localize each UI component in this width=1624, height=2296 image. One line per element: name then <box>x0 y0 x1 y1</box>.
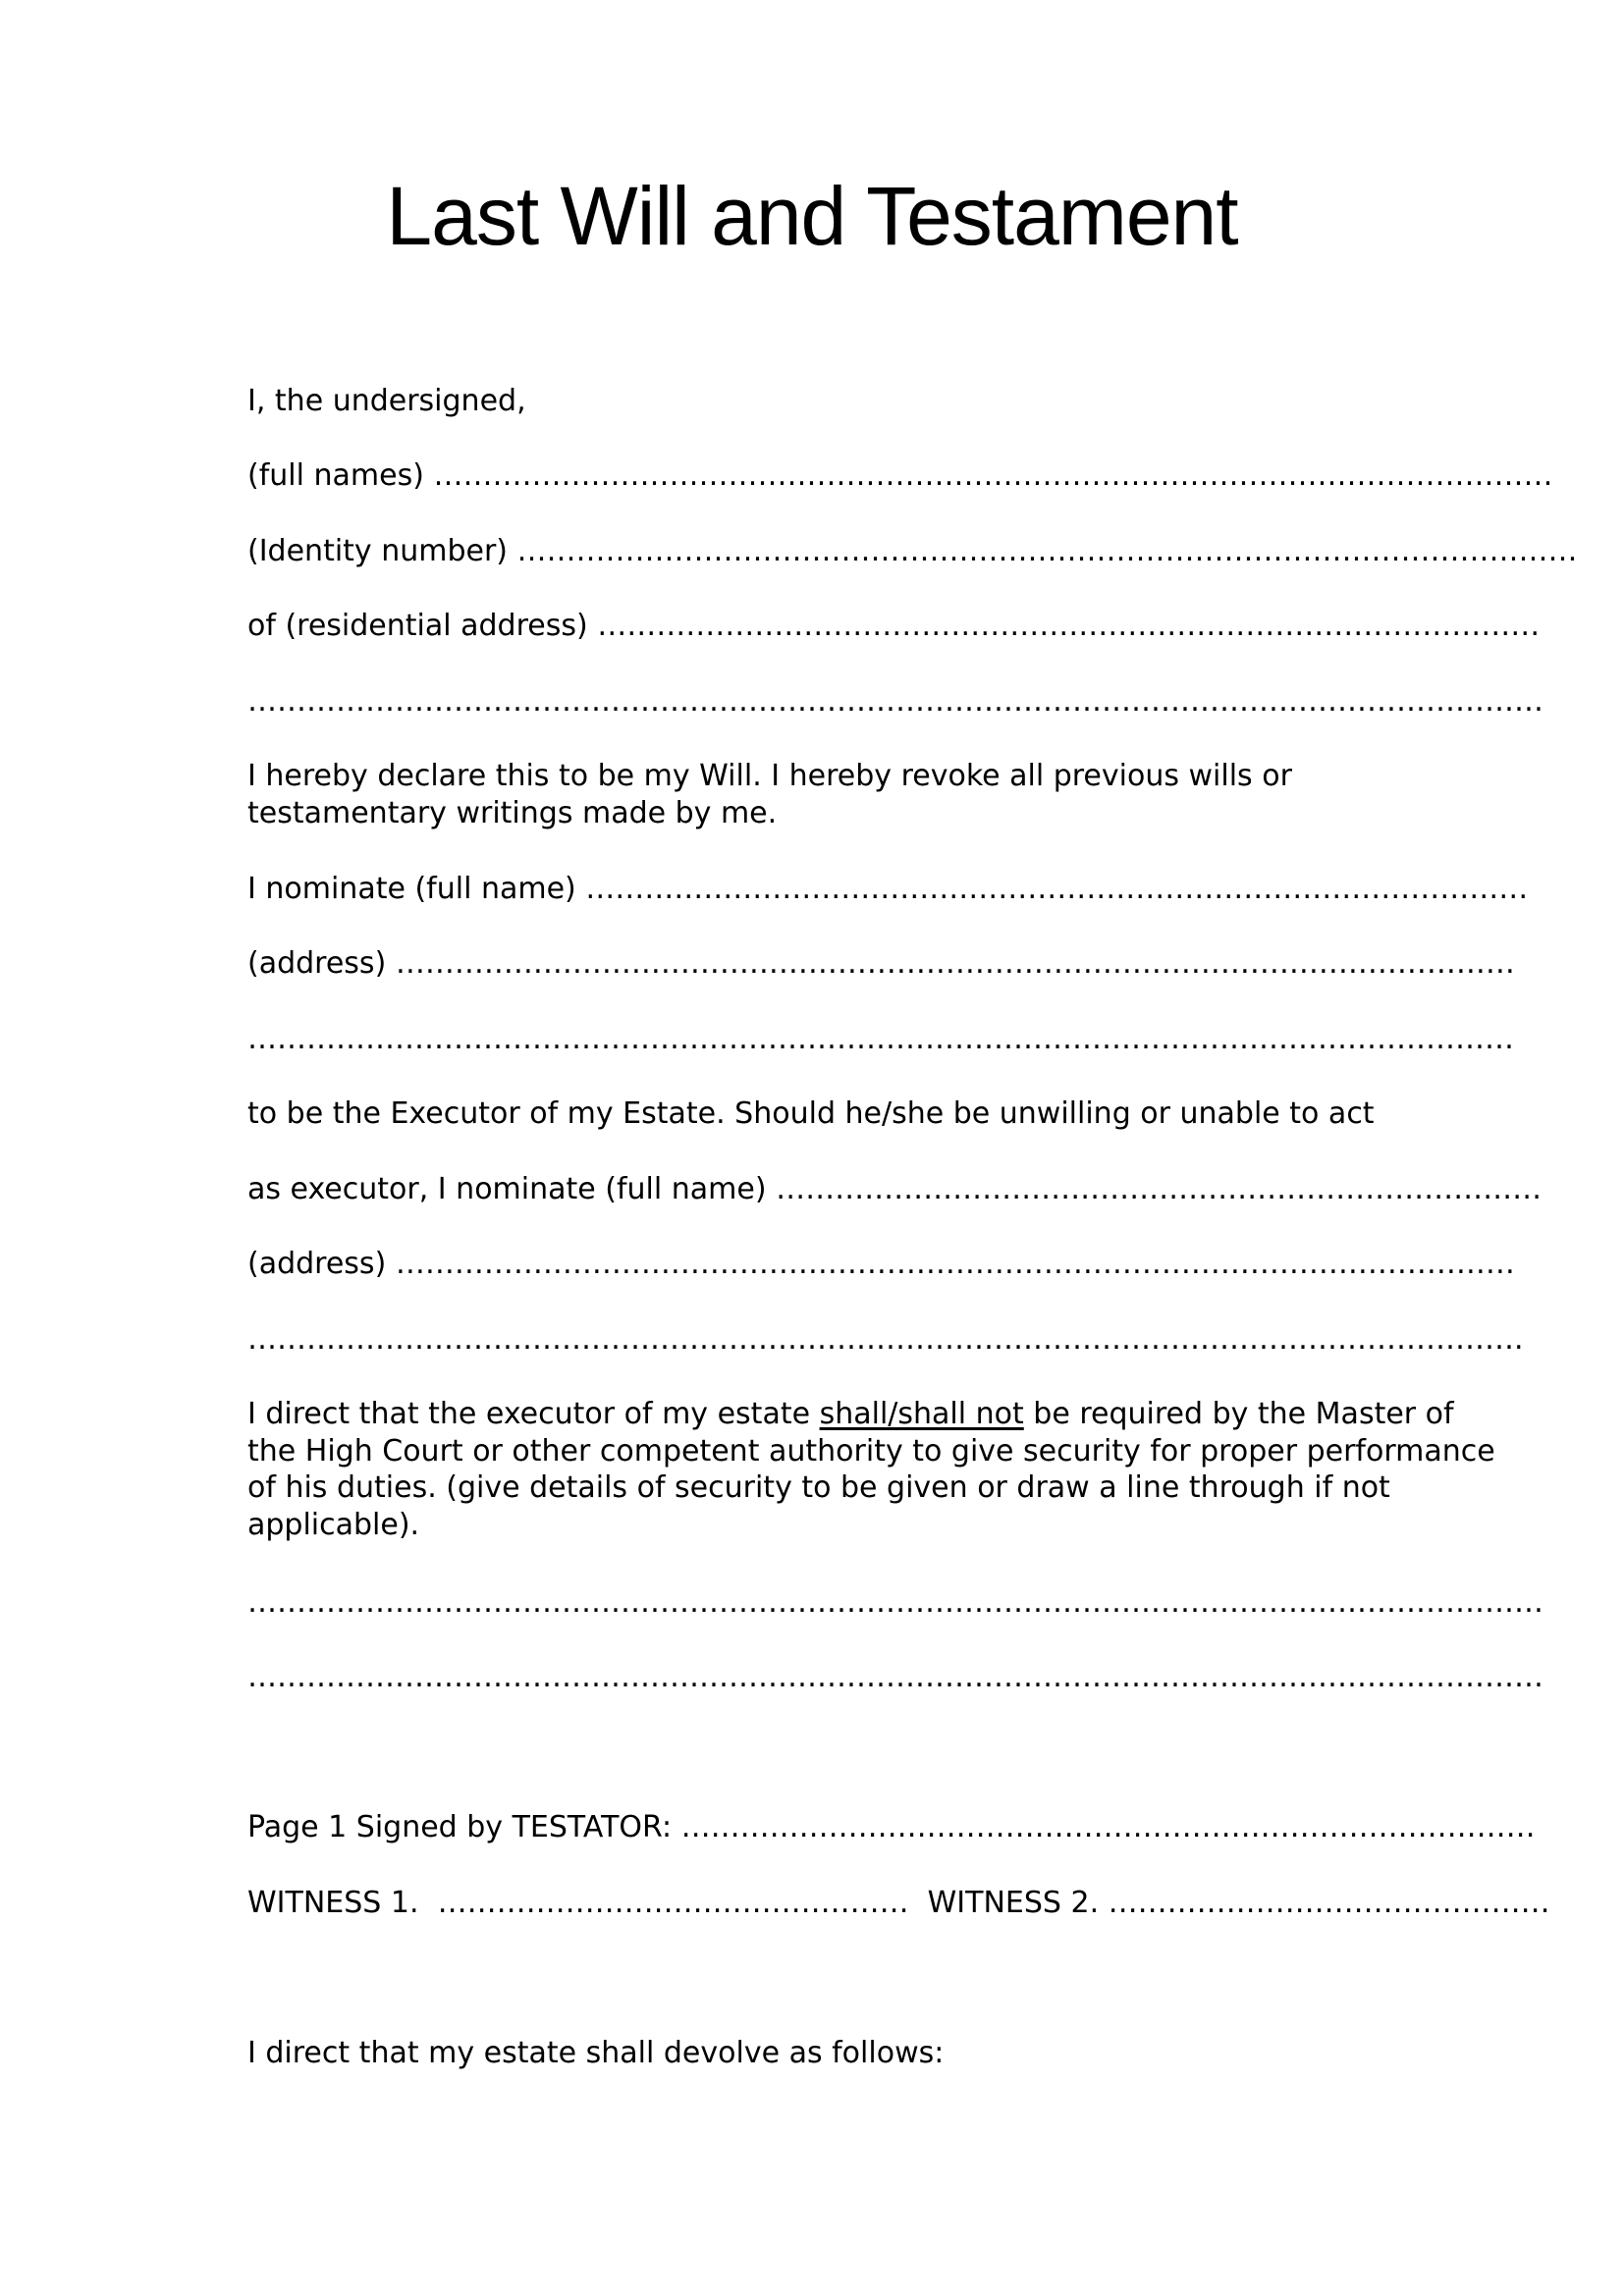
alternate-executor-line <box>247 1171 1543 1208</box>
identity-number-label: (Identity number) <box>247 534 517 568</box>
executor-nominee-label: I nominate (full name) <box>247 872 586 906</box>
executor-address-label: (address) <box>247 946 396 981</box>
declaration-line-1: I hereby declare this to be my Will. I hereby revoke all previous wills or <box>247 759 1292 793</box>
declaration-line-2: testamentary writings made by me. <box>247 795 778 830</box>
residential-address-line <box>247 608 1541 645</box>
security-paragraph <box>247 1396 1495 1543</box>
witness-1-field[interactable]: ………………………………………… <box>437 1886 909 1920</box>
security-details-field-1[interactable]: …………………………………………………………………………………………………………………… <box>247 1585 1543 1620</box>
executor-clause-line <box>247 1095 1386 1133</box>
full-names-field[interactable]: …………………………………………………………………………………………………… <box>433 458 1553 493</box>
witnesses-line <box>247 1885 1550 1922</box>
security-line-1 <box>247 1396 1454 1433</box>
declaration-paragraph <box>247 758 1386 831</box>
alternate-address-cont-field[interactable]: …………………………………………………………………………………………………………………. <box>247 1322 1524 1357</box>
residential-address-field[interactable]: …………………………………………………………………………………… <box>597 609 1541 643</box>
witness-1-label: WITNESS 1. <box>247 1886 438 1920</box>
residential-address-cont-line <box>247 683 1543 721</box>
security-details-line-1 <box>247 1584 1543 1622</box>
alternate-address-cont-line <box>247 1321 1524 1359</box>
security-line-1-post: be required by the Master of <box>1023 1397 1454 1431</box>
witness-2-label: WITNESS 2. <box>927 1886 1109 1920</box>
testator-signature-label: Page 1 Signed by TESTATOR: <box>247 1810 681 1844</box>
executor-address-field[interactable]: …………………………………………………………………………………………………… <box>395 946 1515 981</box>
alternate-executor-label: as executor, I nominate (full name) <box>247 1172 777 1206</box>
executor-clause-text: to be the Executor of my Estate. Should he/she be unwilling or unable to act <box>247 1096 1375 1131</box>
security-line-1-pre: I direct that the executor of my estate <box>247 1397 820 1431</box>
security-line-2: the High Court or other competent authority to give security for proper performance <box>247 1433 1495 1468</box>
identity-number-line <box>247 533 1578 570</box>
witness-2-field[interactable]: ……………………………………… <box>1108 1886 1550 1920</box>
intro-line <box>247 383 1386 420</box>
security-line-4: applicable). <box>247 1507 420 1542</box>
executor-address-line <box>247 945 1515 983</box>
executor-address-cont-field[interactable]: ………………………………………………………………………………………………………………… <box>247 1022 1514 1056</box>
residential-address-label: of (residential address) <box>247 609 598 643</box>
security-details-line-2 <box>247 1659 1543 1696</box>
executor-address-cont-line <box>247 1021 1514 1058</box>
executor-nominee-line <box>247 871 1529 908</box>
intro-text: I, the undersigned, <box>247 384 526 418</box>
shall-shall-not-option: shall/shall not <box>819 1397 1024 1431</box>
security-details-field-2[interactable]: …………………………………………………………………………………………………………………… <box>247 1660 1543 1694</box>
executor-nominee-field[interactable]: …………………………………………………………………………………… <box>585 872 1529 906</box>
alternate-executor-field[interactable]: …………………………………………………………………… <box>776 1172 1543 1206</box>
devolve-text: I direct that my estate shall devolve as follows: <box>247 2036 945 2070</box>
full-names-line <box>247 457 1553 495</box>
full-names-label: (full names) <box>247 458 434 493</box>
security-line-3: of his duties. (give details of security to be given or draw a line through if not <box>247 1470 1390 1505</box>
alternate-address-label: (address) <box>247 1247 396 1281</box>
testator-signature-field[interactable]: …………………………………………………………………………… <box>680 1810 1536 1844</box>
identity-number-field[interactable]: ……………………………………………………………………………………………… <box>516 534 1578 568</box>
residential-address-cont-field[interactable]: …………………………………………………………………………………………………………………… <box>247 684 1543 719</box>
testator-signature-line <box>247 1809 1536 1846</box>
alternate-address-field[interactable]: …………………………………………………………………………………………………… <box>395 1247 1515 1281</box>
page-title: Last Will and Testament <box>386 170 1238 262</box>
devolve-line <box>247 2035 1386 2072</box>
alternate-address-line <box>247 1246 1515 1283</box>
